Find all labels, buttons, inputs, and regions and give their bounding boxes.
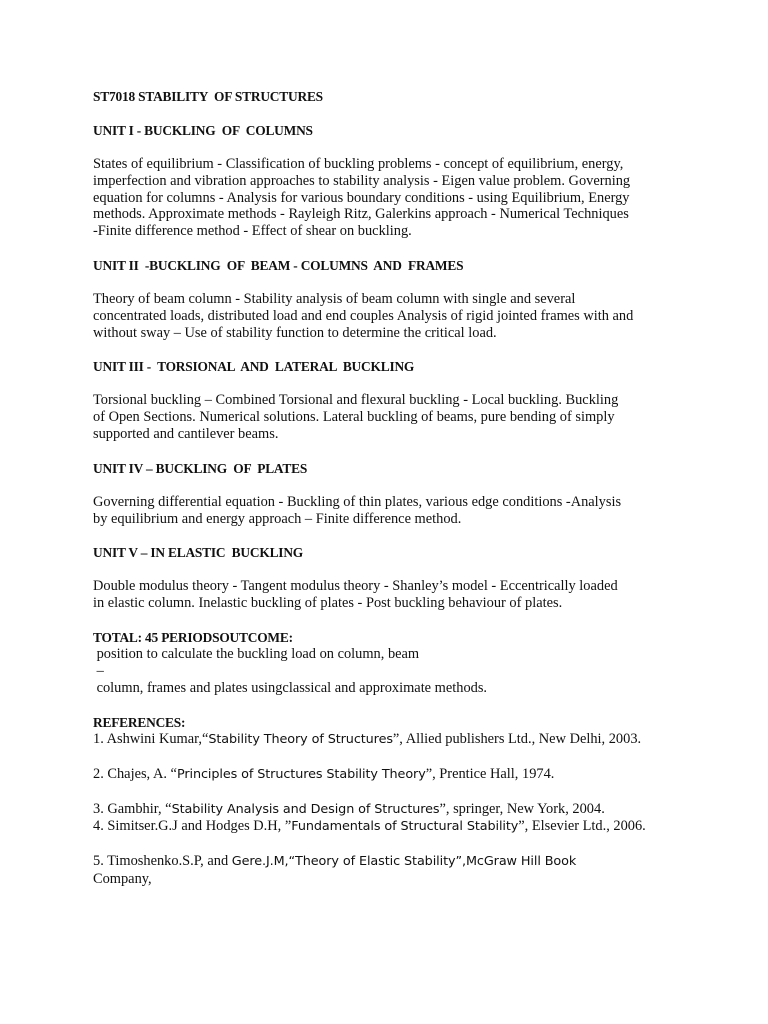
outcome-line: position to calculate the buckling load on column, beam: [93, 645, 420, 662]
reference-item: [93, 766, 693, 784]
unit-3-description: [93, 392, 693, 442]
reference-item: [93, 801, 693, 819]
reference-title: Fundamentals of Structural Stability: [291, 819, 519, 835]
reference-suffix: ”, Prentice Hall, 1974.: [425, 765, 555, 782]
unit-2-heading: UNIT II -BUCKLING OF BEAM - COLUMNS AND FRAMES: [93, 257, 464, 273]
unit-5-heading: UNIT V – IN ELASTIC BUCKLING: [93, 545, 303, 561]
unit-4-line: Governing differential equation - Buckling of thin plates, various edge conditions -Analysis: [93, 493, 622, 510]
reference-prefix: 2. Chajes, A. “: [93, 765, 177, 782]
total-outcome-heading: TOTAL: 45 PERIODSOUTCOME:: [93, 629, 293, 645]
course-title: ST7018 STABILITY OF STRUCTURES: [93, 89, 323, 104]
unit-4-line: by equilibrium and energy approach – Finite difference method.: [93, 510, 462, 527]
reference-continuation: Company,: [93, 870, 152, 887]
unit-3-heading: UNIT III - TORSIONAL AND LATERAL BUCKLING: [93, 359, 415, 375]
reference-title: Gere.J.M,“Theory of Elastic Stability”,McGraw Hill Book: [231, 854, 577, 870]
outcome-line: column, frames and plates usingclassical and approximate methods.: [93, 679, 488, 696]
unit-1-description: [93, 156, 693, 240]
unit-5-line: in elastic column. Inelastic buckling of plates - Post buckling behaviour of plates.: [93, 595, 563, 612]
unit-2-description: [93, 291, 693, 341]
unit-2-line: Theory of beam column - Stability analysis of beam column with single and several: [93, 290, 576, 307]
unit-1-line: equation for columns - Analysis for various boundary conditions - using Equilibrium, Energy: [93, 189, 630, 206]
unit-1-line: -Finite difference method - Effect of shear on buckling.: [93, 223, 412, 240]
reference-prefix: 5. Timoshenko.S.P, and: [93, 853, 232, 870]
unit-2-line: without sway – Use of stability function to determine the critical load.: [93, 324, 497, 341]
syllabus-document: [93, 88, 693, 888]
reference-prefix: 4. Simitser.G.J and Hodges D.H, ”: [93, 818, 292, 835]
reference-suffix: ”, Allied publishers Ltd., New Delhi, 2003.: [392, 730, 642, 747]
references-heading: REFERENCES:: [93, 714, 186, 730]
reference-item: [93, 853, 693, 871]
reference-title: Stability Theory of Structures: [208, 731, 393, 747]
reference-item: [93, 731, 693, 749]
reference-item: [93, 818, 693, 836]
unit-1-line: methods. Approximate methods - Rayleigh Ritz, Galerkins approach - Numerical Techniques: [93, 206, 629, 223]
reference-suffix: ”, springer, New York, 2004.: [439, 800, 605, 817]
reference-title: Stability Analysis and Design of Structures: [171, 801, 440, 817]
unit-1-heading: UNIT I - BUCKLING OF COLUMNS: [93, 123, 313, 138]
unit-3-line: of Open Sections. Numerical solutions. Lateral buckling of beams, pure bending of simply: [93, 409, 615, 426]
unit-5-description: [93, 578, 693, 612]
unit-4-heading: UNIT IV – BUCKLING OF PLATES: [93, 460, 308, 476]
unit-1-line: imperfection and vibration approaches to stability analysis - Eigen value problem. Governing: [93, 172, 631, 189]
outcome-line: –: [93, 662, 104, 679]
unit-4-description: [93, 494, 693, 528]
reference-prefix: 1. Ashwini Kumar,“: [93, 730, 209, 747]
reference-title: Principles of Structures Stability Theory: [176, 766, 426, 782]
unit-5-line: Double modulus theory - Tangent modulus theory - Shanley’s model - Eccentrically loaded: [93, 578, 618, 595]
reference-prefix: 3. Gambhir, “: [93, 800, 172, 817]
unit-2-line: concentrated loads, distributed load and end couples Analysis of rigid jointed frames with and: [93, 307, 634, 324]
unit-3-line: Torsional buckling – Combined Torsional and flexural buckling - Local buckling. Buckling: [93, 392, 619, 409]
unit-1-line: States of equilibrium - Classification of buckling problems - concept of equilibrium, energy,: [93, 156, 624, 172]
unit-3-line: supported and cantilever beams.: [93, 425, 279, 442]
reference-suffix: ”, Elsevier Ltd., 2006.: [518, 818, 646, 835]
